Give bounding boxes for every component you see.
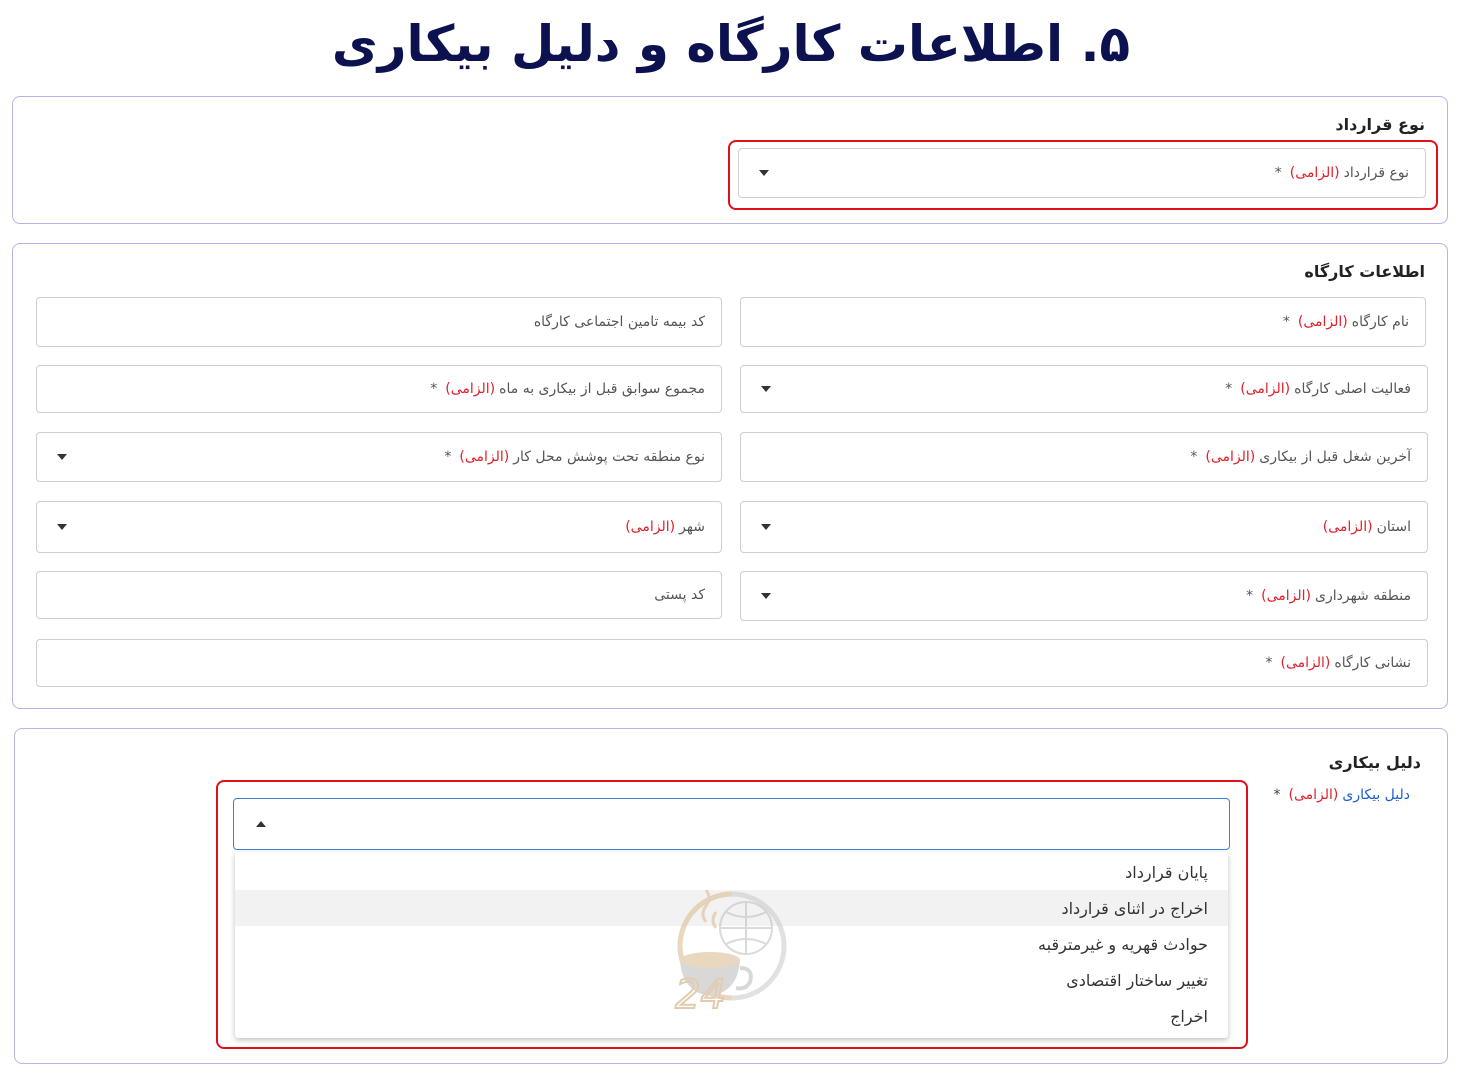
unemployment-reason-heading: دلیل بیکاری — [1328, 753, 1421, 772]
chevron-down-icon — [57, 454, 67, 460]
svg-text:24: 24 — [675, 972, 726, 1016]
watermark-logo-icon — [672, 888, 788, 1016]
option-dismissal-during-contract[interactable]: اخراج در اثنای قرارداد — [235, 890, 1228, 926]
chevron-down-icon — [57, 524, 67, 530]
option-economic-restructuring[interactable]: تغییر ساختار اقتصادی — [1066, 970, 1208, 990]
insurance-code-input[interactable]: کد بیمه تامین اجتماعی کارگاه — [36, 297, 722, 347]
chevron-down-icon — [761, 524, 771, 530]
unemployment-reason-label: دلیل بیکاری(الزامی)* — [1273, 787, 1410, 803]
unemployment-reason-select[interactable] — [233, 798, 1230, 850]
last-job-input[interactable]: آخرین شغل قبل از بیکاری(الزامی)* — [740, 432, 1428, 482]
postal-code-input[interactable]: کد پستی — [36, 571, 722, 619]
workshop-name-input[interactable]: نام کارگاه(الزامی)* — [740, 297, 1426, 347]
total-history-input[interactable]: مجموع سوابق قبل از بیکاری به ماه(الزامی)* — [36, 365, 722, 413]
option-dismissal[interactable]: اخراج — [1170, 1006, 1208, 1026]
address-input[interactable]: نشانی کارگاه(الزامی)* — [36, 639, 1428, 687]
province-select[interactable]: استان(الزامی) — [740, 501, 1428, 553]
municipality-select[interactable]: منطقه شهرداری(الزامی)* — [740, 571, 1428, 621]
chevron-up-icon — [256, 821, 266, 827]
chevron-down-icon — [761, 593, 771, 599]
main-activity-select[interactable]: فعالیت اصلی کارگاه(الزامی)* — [740, 365, 1428, 413]
city-select[interactable]: شهر(الزامی) — [36, 501, 722, 553]
chevron-down-icon — [761, 386, 771, 392]
option-contract-end[interactable]: پایان قرارداد — [1125, 862, 1208, 882]
contract-type-select[interactable] — [738, 148, 1426, 198]
contract-type-label: نوع قرارداد(الزامی)* — [1274, 165, 1409, 181]
page-title: ۵. اطلاعات کارگاه و دلیل بیکاری — [331, 15, 1131, 73]
option-force-majeure[interactable]: حوادث قهریه و غیرمترقبه — [1038, 934, 1208, 954]
chevron-down-icon — [759, 170, 769, 176]
contract-type-heading: نوع قرارداد — [1335, 115, 1425, 134]
workshop-info-heading: اطلاعات کارگاه — [1304, 262, 1425, 281]
coverage-area-select[interactable]: نوع منطقه تحت پوشش محل کار(الزامی)* — [36, 432, 722, 482]
